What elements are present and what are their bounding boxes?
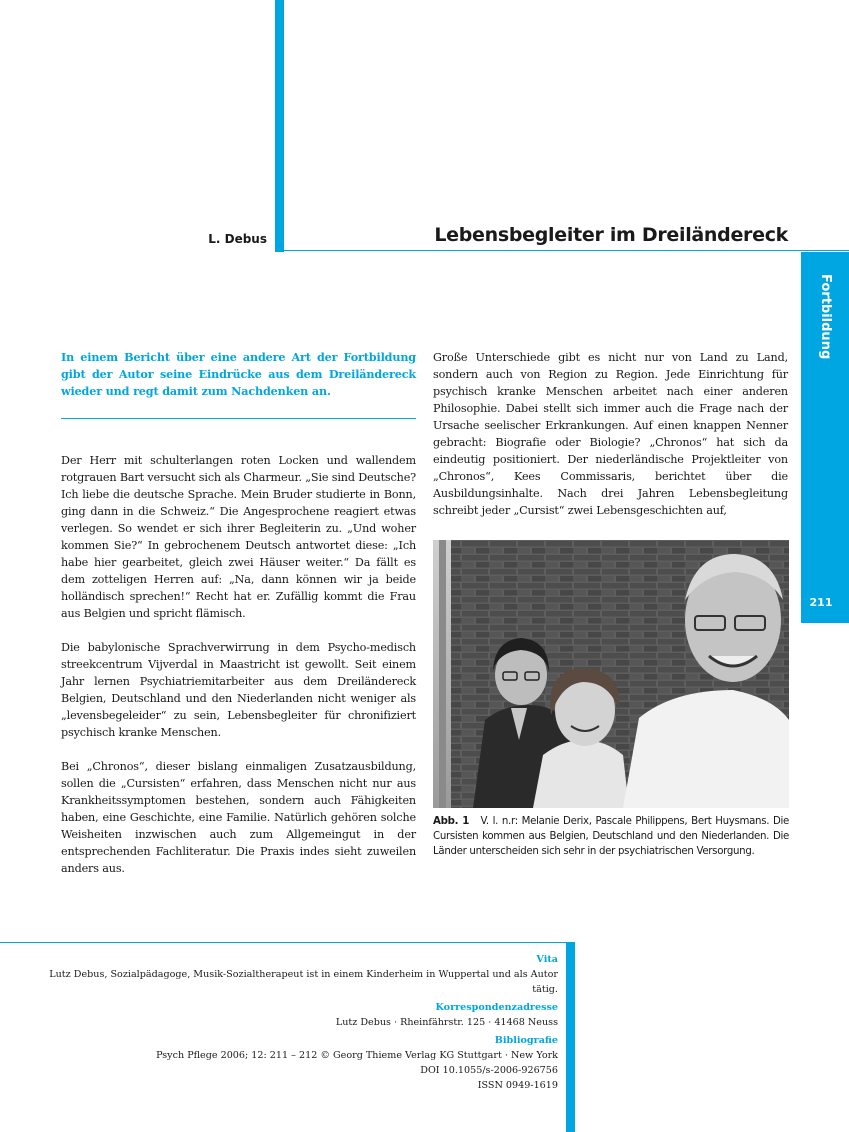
figure-photo xyxy=(433,540,789,808)
figure-label: Abb. 1 xyxy=(433,816,470,827)
bibliography-heading: Bibliografie xyxy=(494,1035,558,1046)
section-label: Fortbildung xyxy=(818,274,833,360)
body-column-right xyxy=(433,349,788,519)
body-paragraph: Große Unterschiede gibt es nicht nur von Land zu Land, sondern auch von Region zu Region. Jede Einrichtung für psychisch kranke Menschen arbeitet nach einer anderen Philosophie. Dabei stellt sich immer auch die Frage nach der Ursache seelischer Erkrankungen. Auf einen knappen Nenner gebracht: Biografie oder Biologie? „Chronos“ hat sich da eindeutig positioniert. Der niederländische Projektleiter von „Chronos“, Kees Commissaris, berichtet über die Ausbildungsinhalte. Nach drei Jahren Lebensbegleitung schreibt jeder „Cursist“ zwei Lebensgeschichten auf, xyxy=(433,351,788,517)
bibliography-doi: DOI 10.1055/s-2006-926756 xyxy=(420,1065,558,1076)
body-paragraph: Der Herr mit schulterlangen roten Locken und wallendem rotgrauen Bart versucht sich als Charmeur. „Sie sind Deutsche? Ich liebe die deutsche Sprache. Mein Bruder studierte in Bonn, ging dann in die Schweiz.“ Die Angesprochene reagiert etwas verlegen. So wendet er sich ihrer Begleiterin zu. „Und woher kommen Sie?“ In gebrochenem Deutsch antwortet diese: „Ich habe hier gearbeitet, gleich zwei Häuser weiter.“ Da fällt es dem zotteligen Herren auf: „Na, dann können wir ja beide holländisch sprechen!“ Recht hat er. Zufällig kommt die Frau aus Belgien und spricht flämisch. xyxy=(61,454,417,620)
author-name: L. Debus xyxy=(208,232,267,246)
header-rule xyxy=(284,250,849,251)
body-column-left xyxy=(61,452,416,877)
footer-rule xyxy=(0,942,567,943)
bibliography-issn: ISSN 0949-1619 xyxy=(477,1080,558,1091)
address-text: Lutz Debus · Rheinfährstr. 125 · 41468 Neuss xyxy=(335,1017,558,1028)
body-paragraph: Die babylonische Sprachverwirrung in dem Psycho-medisch streekcentrum Vijverdal in Maastricht ist gewollt. Seit einem Jahr lernen Psychiatriemitarbeiter aus dem Dreiländereck Belgien, Deutschland und den Niederlanden nicht weniger als „levensbegeleider“ zu sein, Lebensbegleiter für chronifiziert psychisch kranke Menschen. xyxy=(61,641,416,739)
lead-paragraph: In einem Bericht über eine andere Art der Fortbildung gibt der Autor seine Eindrücke aus dem Dreiländereck wieder und regt damit zum Nachdenken an. xyxy=(61,350,416,398)
figure-caption xyxy=(433,814,789,859)
lead-divider xyxy=(61,418,416,419)
caption-text: V. l. n.r: Melanie Derix, Pascale Philippens, Bert Huysmans. Die Cursisten kommen aus Belgien, Deutschland und den Niederlanden. Die Länder unterscheiden sich sehr in der psychiatrischen Versorgung. xyxy=(433,816,789,857)
body-paragraph: Bei „Chronos“, dieser bislang einmaligen Zusatzausbildung, sollen die „Cursisten“ erfahren, dass Menschen nicht nur aus Krankheitssymptomen bestehen, sondern auch Fähigkeiten haben, eine Geschichte, eine Familie. Natürlich gehören solche Weisheiten inzwischen auch zum Allgemeingut in der entsprechenden Fachliteratur. Die Praxis indes sieht zuweilen anders aus. xyxy=(61,760,416,875)
section-tab xyxy=(801,252,849,623)
accent-bar-bottom xyxy=(566,942,575,1132)
vita-text: Lutz Debus, Sozialpädagoge, Musik-Sozialtherapeut ist in einem Kinderheim in Wuppertal und als Autor tätig. xyxy=(49,969,558,995)
vita-heading: Vita xyxy=(536,954,558,965)
article-footer xyxy=(40,952,558,1093)
page-number: 211 xyxy=(809,596,833,609)
bibliography-citation: Psych Pflege 2006; 12: 211 – 212 © Georg Thieme Verlag KG Stuttgart · New York xyxy=(156,1050,558,1061)
accent-bar-top xyxy=(275,0,284,252)
address-heading: Korrespondenzadresse xyxy=(435,1002,558,1013)
article-title: Lebensbegleiter im Dreiländereck xyxy=(434,224,788,246)
